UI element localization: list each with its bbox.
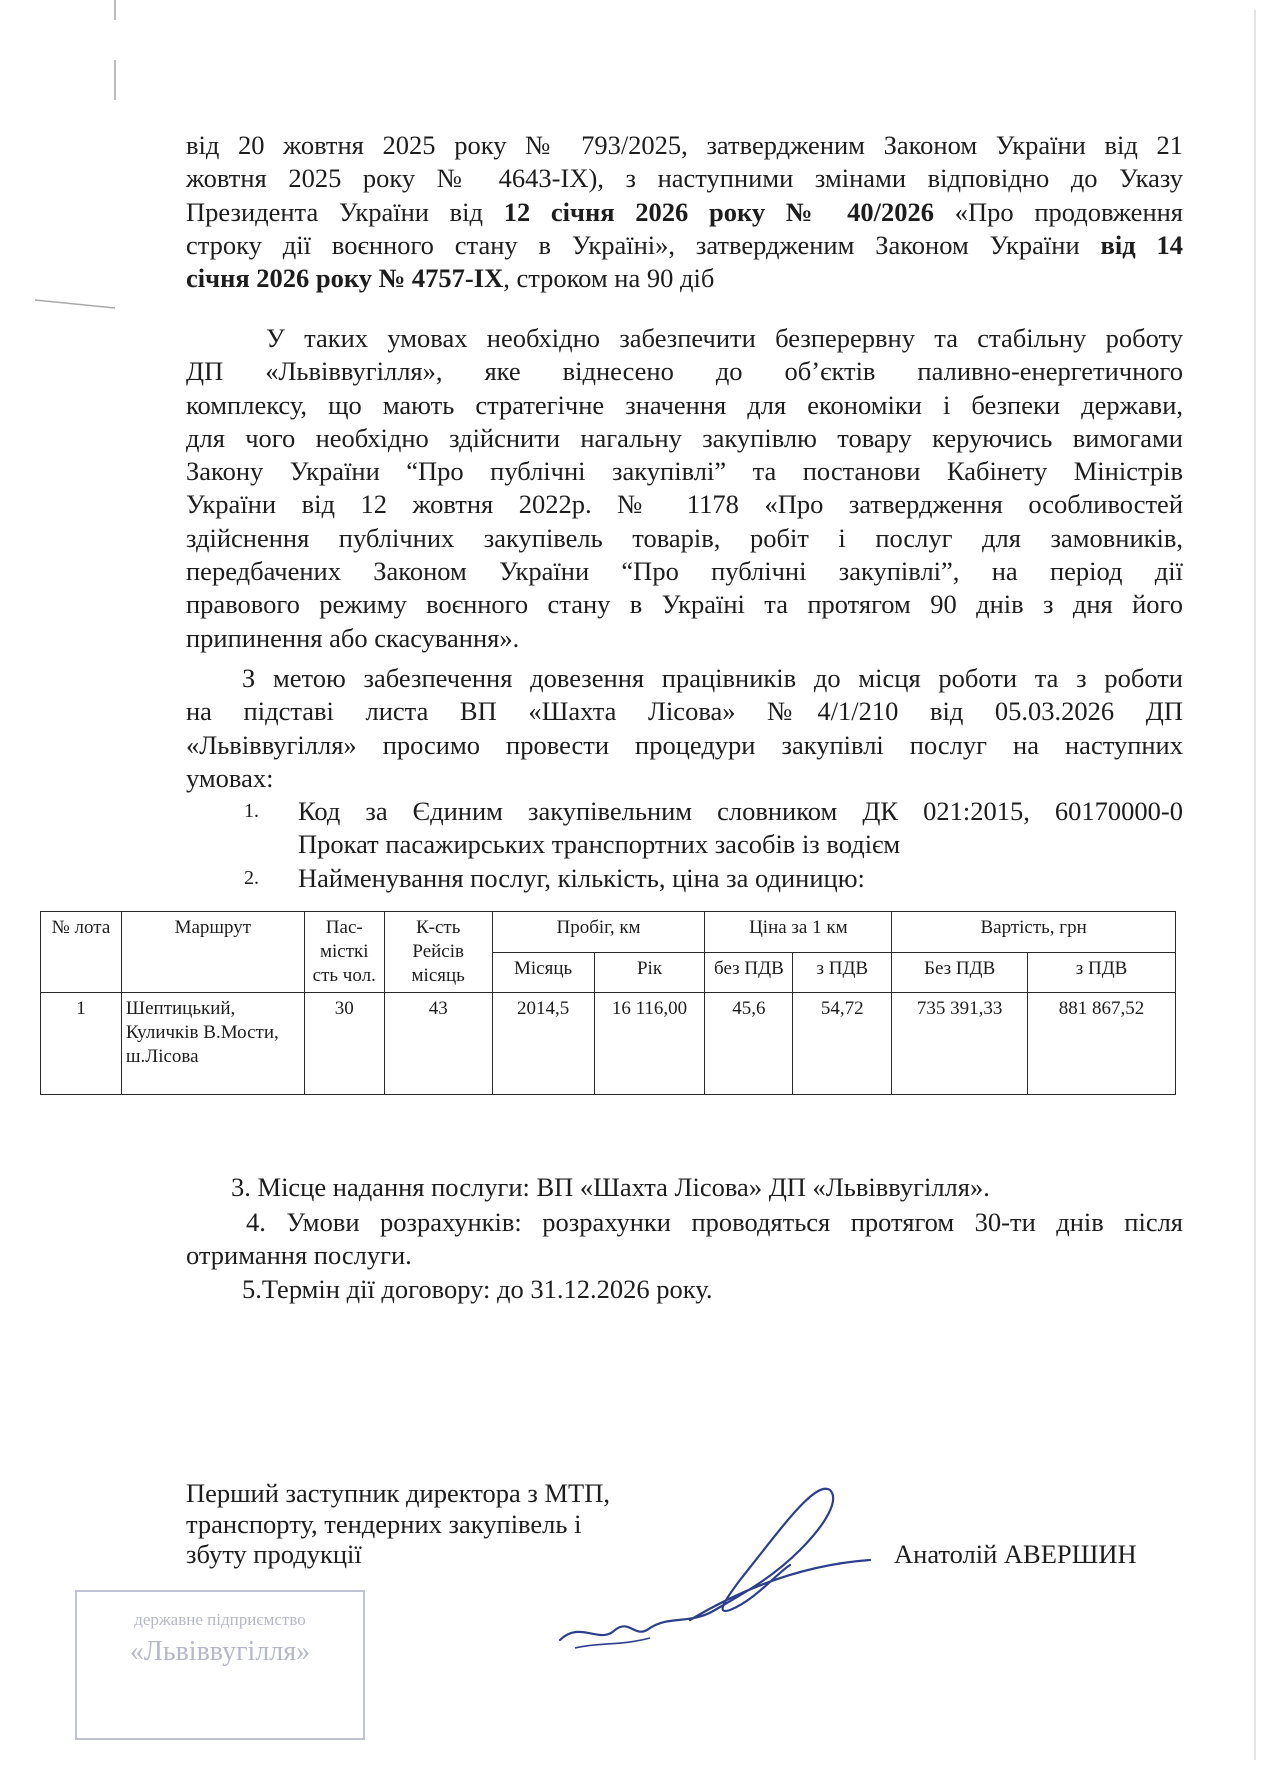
handwritten-signature — [540, 1470, 880, 1660]
stamp-text: «Львіввугілля» — [129, 1636, 311, 1667]
stamp-seal — [70, 1585, 370, 1745]
list-number: 2. — [244, 866, 259, 889]
header-year: Рік — [594, 953, 705, 993]
text-run: «Про продовження — [934, 196, 1183, 227]
text-run: Президента України від — [186, 196, 504, 227]
text-line: комплексу, що мають стратегічне значення для економіки і безпеки держави, — [186, 389, 1183, 420]
header-capacity: Пас-місткі сть чол. — [304, 912, 384, 993]
text-line — [186, 262, 1183, 295]
header-trips: К-сть Рейсів місяць — [384, 912, 492, 993]
header-cost-no-vat: Без ПДВ — [892, 953, 1028, 993]
cell-trips: 43 — [384, 993, 492, 1095]
text-line: умовах: — [186, 762, 274, 793]
numbered-list — [186, 795, 1183, 895]
header-lot: № лота — [41, 912, 122, 993]
cell-price-with-vat: 54,72 — [793, 993, 892, 1095]
text-line: «Львіввугілля» просимо провести процедури закупівлі послуг на наступних — [186, 729, 1183, 760]
stamp-text: державне підприємство — [134, 1610, 306, 1629]
header-cost: Вартість, грн — [892, 912, 1176, 953]
text-line — [186, 196, 1183, 229]
text-line: правового режиму воєнного стану в Україні та протягом 90 днів з дня його — [186, 589, 1183, 620]
list-item — [186, 862, 1183, 895]
text-line: Перший заступник директора з МТП, — [186, 1478, 610, 1508]
item-5-term: 5.Термін дії договору: до 31.12.2026 року. — [242, 1274, 713, 1304]
cell-price-no-vat: 45,6 — [705, 993, 793, 1095]
text-line: 4. Умови розрахунків: розрахунки проводяться протягом 30-ти днів після — [246, 1207, 1183, 1237]
text-run: строку дії воєнного стану в Україні», затвердженим Законом України — [186, 229, 1101, 260]
cell-cost-with-vat: 881 867,52 — [1028, 993, 1176, 1095]
text-line: транспорту, тендерних закупівель і — [186, 1508, 582, 1539]
header-price: Ціна за 1 км — [705, 912, 892, 953]
text-line: Прокат пасажирських транспортних засобів із водієм — [298, 829, 901, 860]
text-line: збуту продукції — [186, 1539, 362, 1569]
text-line: Закону України “Про публічні закупівлі” та постанови Кабінету Міністрів — [186, 456, 1183, 487]
text-line: на підставі листа ВП «Шахта Лісова» №4/1/210 від 05.03.2026 ДП — [186, 696, 1183, 727]
cell-lot: 1 — [41, 993, 122, 1095]
header-price-with-vat: з ПДВ — [793, 953, 892, 993]
text-line: для чого необхідно здійснити нагальну закупівлю товару керуючись вимогами — [186, 422, 1183, 453]
text-line: здійснення публічних закупівель товарів, робіт і послуг для замовників, — [186, 522, 1183, 553]
signer-name: Анатолій АВЕРШИН — [894, 1539, 1137, 1569]
text-line: жовтня 2025 року № 4643-ІХ), з наступними змінами відповідно до Указу — [186, 163, 1183, 194]
header-route: Маршрут — [121, 912, 304, 993]
text-line: передбачених Законом України “Про публічні закупівлі”, на період дії — [186, 556, 1183, 587]
cell-month: 2014,5 — [492, 993, 594, 1095]
paragraph-decree — [186, 129, 1183, 295]
header-month: Місяць — [492, 953, 594, 993]
decree-date-bold: 12 січня 2026 року № 40/2026 — [503, 196, 935, 227]
header-mileage: Пробіг, км — [492, 912, 705, 953]
cell-year: 16 116,00 — [594, 993, 705, 1095]
text-line: Код за Єдиним закупівельним словником ДК 021:2015, 60170000-0 — [298, 796, 1183, 826]
text-run: , строком на 90 діб — [503, 263, 715, 294]
law-number-bold: січня 2026 року № 4757-ІХ — [186, 263, 504, 294]
item-3-place: 3. Місце надання послуги: ВП «Шахта Лісова» ДП «Львіввугілля». — [231, 1172, 990, 1202]
item-4-payment — [186, 1206, 1183, 1273]
text-line: Найменування послуг, кількість, ціна за одиницю: — [298, 862, 865, 893]
text-line: України від 12 жовтня 2022р. № 1178 «Про затвердження особливостей — [186, 489, 1183, 520]
cell-route: Шептицький, Куличків В.Мости, ш.Лісова — [121, 993, 304, 1095]
lots-table — [40, 911, 1176, 1095]
text-line: від 20 жовтня 2025 року № 793/2025, затвердженим Законом України від 21 — [186, 130, 1183, 160]
header-cost-with-vat: з ПДВ — [1028, 953, 1176, 993]
list-number: 1. — [244, 800, 259, 822]
text-line — [186, 229, 1183, 262]
cell-cost-no-vat: 735 391,33 — [892, 993, 1028, 1095]
header-price-no-vat: без ПДВ — [705, 953, 793, 993]
cell-capacity: 30 — [304, 993, 384, 1095]
law-date-bold: від 14 — [1100, 229, 1183, 260]
text-line: отримання послуги. — [186, 1240, 412, 1271]
list-item — [186, 795, 1183, 862]
text-line: припинення або скасування». — [186, 622, 520, 653]
text-line: У таких умовах необхідно забезпечити безперервну та стабільну роботу — [266, 323, 1183, 353]
text-line: З метою забезпечення довезення працівників до місця роботи та з роботи — [242, 663, 1183, 693]
table-row — [41, 993, 1176, 1095]
paragraph-request — [186, 662, 1183, 795]
paragraph-conditions — [186, 322, 1183, 655]
text-line: ДП «Львіввугілля», яке віднесено до об’єктів паливно-енергетичного — [186, 356, 1183, 387]
